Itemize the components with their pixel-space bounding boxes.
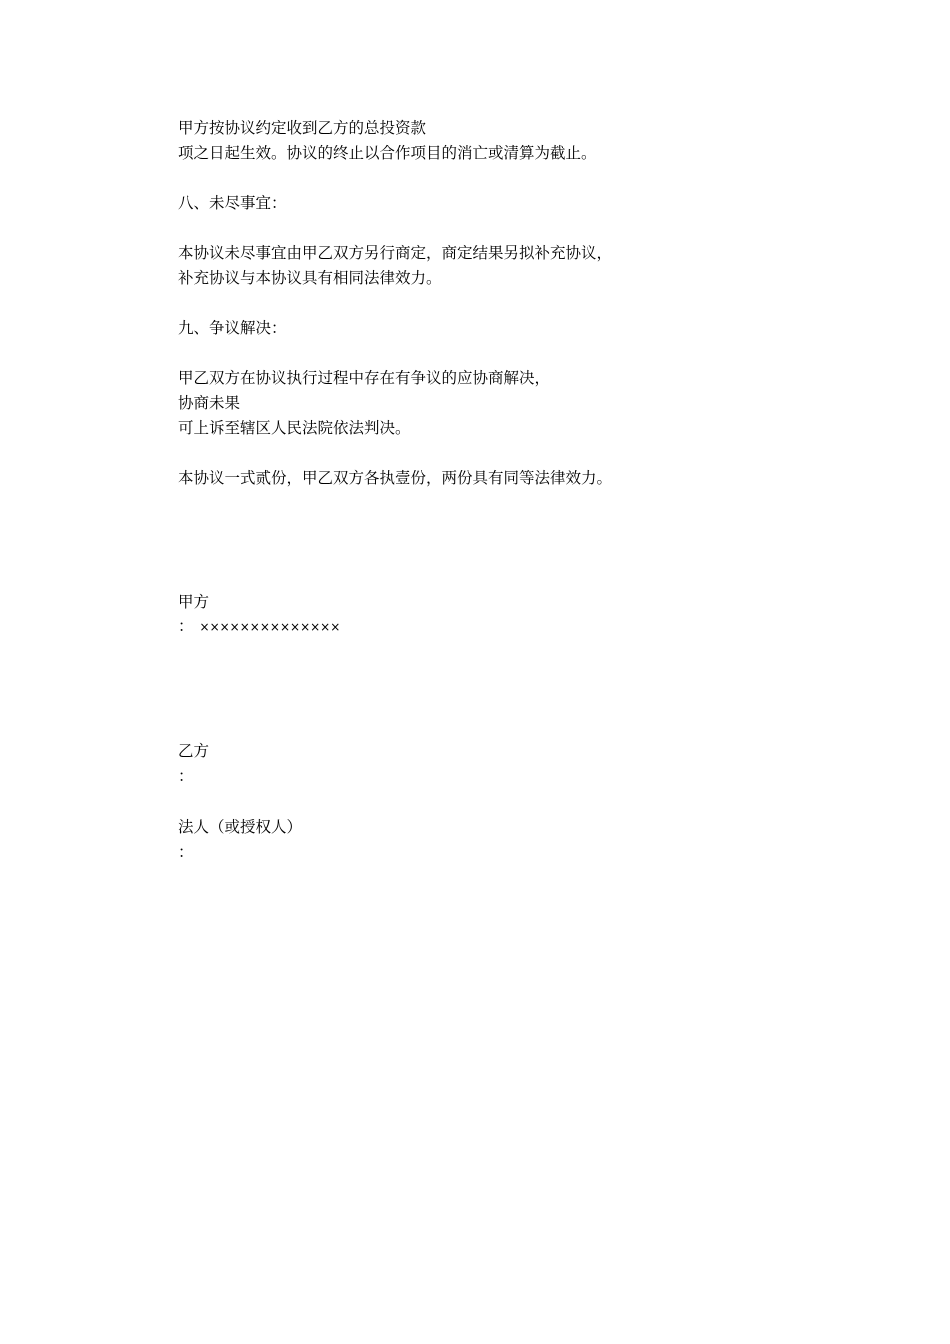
- legal-rep-colon: ：: [178, 843, 194, 861]
- party-a-colon: ：: [178, 617, 194, 635]
- paragraph-effective-line1: 甲方按协议约定收到乙方的总投资款: [178, 119, 427, 137]
- paragraph-unfinished-line1: 本协议未尽事宜由甲乙双方另行商定，商定结果另拟补充协议，: [178, 244, 613, 262]
- section-heading-8: 八、未尽事宜：: [178, 194, 287, 212]
- paragraph-unfinished-line2: 补充协议与本协议具有相同法律效力。: [178, 269, 442, 287]
- legal-rep-label: 法人（或授权人）: [178, 818, 303, 836]
- paragraph-dispute-line1: 甲乙双方在协议执行过程中存在有争议的应协商解决，: [178, 369, 551, 387]
- paragraph-effective-line2: 项之日起生效。协议的终止以合作项目的消亡或清算为截止。: [178, 144, 597, 162]
- party-b-label: 乙方: [178, 742, 210, 760]
- party-a-label: 甲方: [178, 593, 210, 611]
- paragraph-dispute-line3: 可上诉至辖区人民法院依法判决。: [178, 419, 411, 437]
- paragraph-dispute-line2: 协商未果: [178, 394, 241, 412]
- party-b-colon: ：: [178, 767, 194, 785]
- party-a-value: ××××××××××××××: [199, 620, 341, 634]
- paragraph-copies: 本协议一式贰份，甲乙双方各执壹份，两份具有同等法律效力。: [178, 469, 613, 487]
- section-heading-9: 九、争议解决：: [178, 319, 287, 337]
- party-a-signature-line: [178, 616, 340, 637]
